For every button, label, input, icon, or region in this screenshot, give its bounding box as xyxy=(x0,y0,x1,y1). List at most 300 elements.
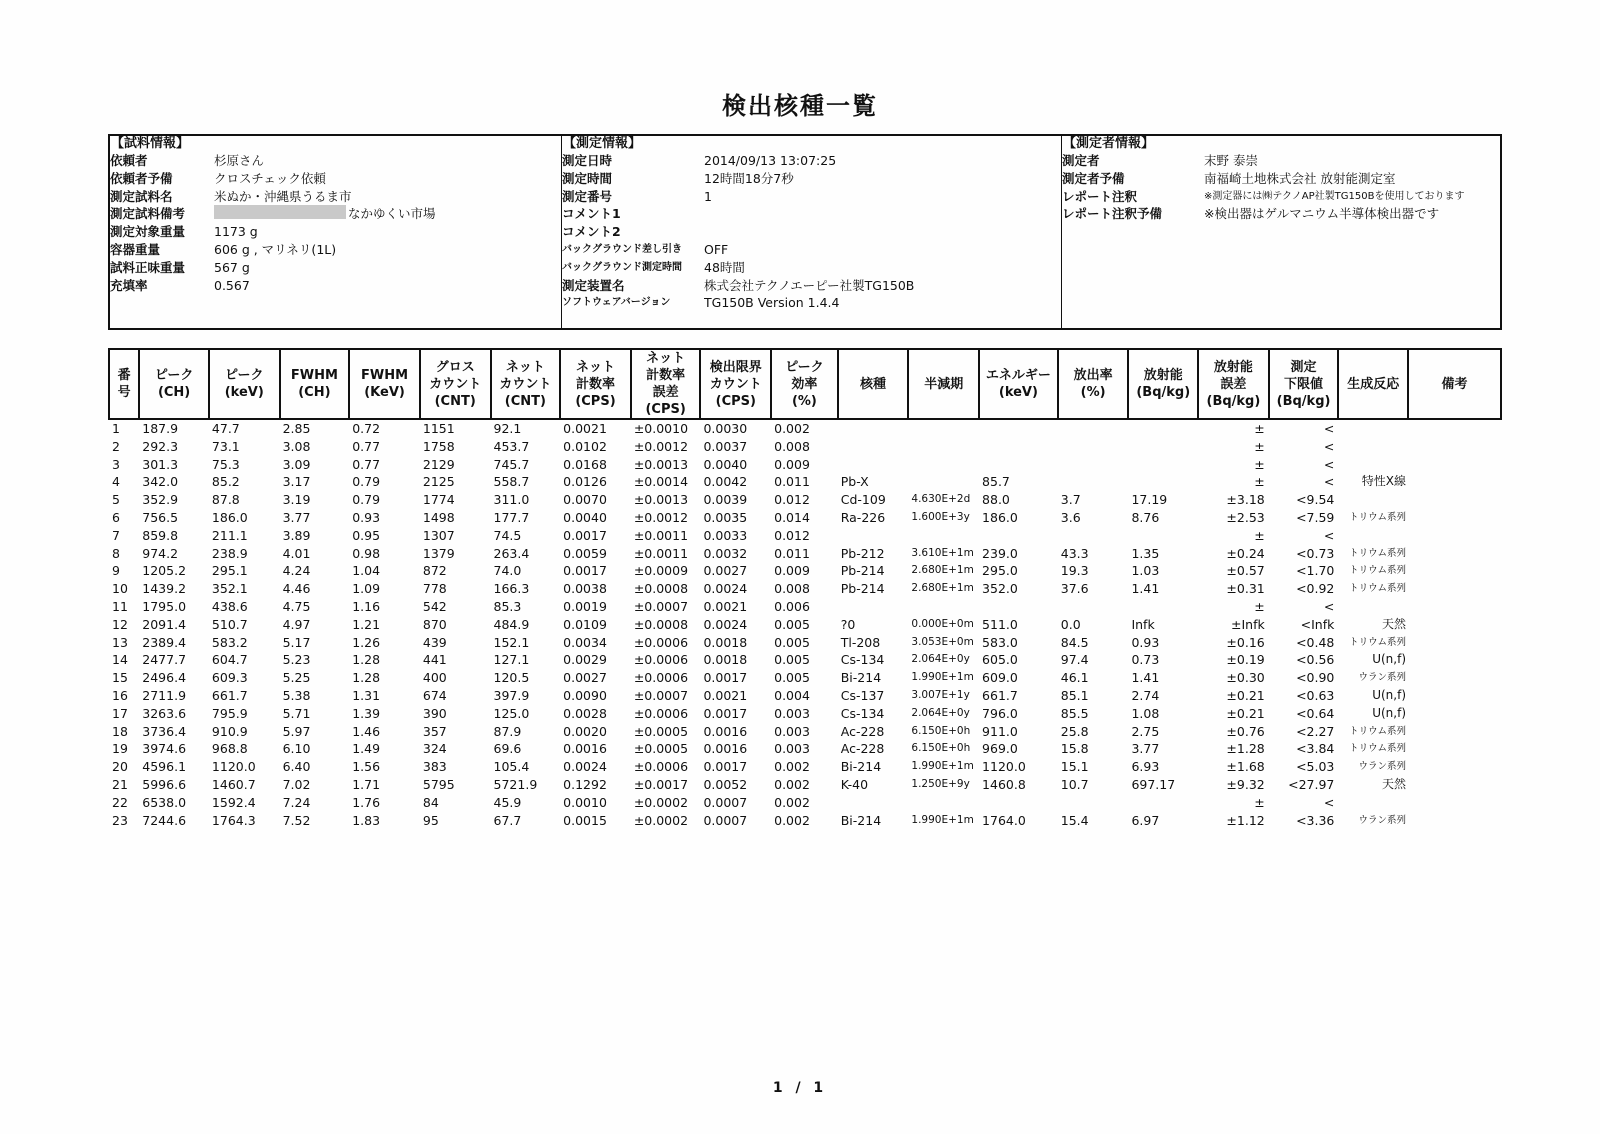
cell-fwhm-kev: 1.28 xyxy=(352,670,381,686)
cell-net-rate-error: ±0.0014 xyxy=(633,474,689,490)
cell-net-count: 558.7 xyxy=(493,474,530,490)
cell-net-rate-error: ±0.0008 xyxy=(633,581,689,597)
cell-gross-count: 1151 xyxy=(422,421,455,436)
cell-gross-count: 1498 xyxy=(422,509,455,525)
cell-nuclide: Bi-214 xyxy=(840,812,882,828)
cell-emission-rate xyxy=(1058,527,1129,545)
cell-no: 19 xyxy=(112,741,128,757)
cell-detection-lower-limit: <0.56 xyxy=(1296,652,1335,668)
cell-detection-limit: 0.0033 xyxy=(703,527,748,543)
cell-energy: 605.0 xyxy=(982,652,1018,668)
cell-net-rate: 0.0126 xyxy=(563,474,607,490)
cell-no: 2 xyxy=(112,438,120,454)
cell-net-rate-error: ±0.0002 xyxy=(633,812,689,828)
cell-no: 17 xyxy=(112,705,128,721)
sample-info-label: 依頼者予備 xyxy=(110,170,173,186)
cell-remarks xyxy=(1408,776,1501,794)
cell-detection-limit: 0.0017 xyxy=(703,670,748,686)
cell-half-life: 2.064E+0y xyxy=(911,653,970,666)
cell-activity-error: ±0.31 xyxy=(1226,581,1265,597)
sample-info-row xyxy=(110,170,561,188)
cell-peak-efficiency: 0.008 xyxy=(774,581,810,597)
col-header-fwhm-kev: FWHM (KeV) xyxy=(349,349,420,419)
cell-peak-efficiency: 0.014 xyxy=(774,509,810,525)
cell-remarks xyxy=(1408,456,1501,474)
cell-net-rate-error: ±0.0006 xyxy=(633,652,689,668)
cell-energy xyxy=(979,438,1058,456)
cell-fwhm-kev: 1.49 xyxy=(352,741,381,757)
cell-half-life xyxy=(908,438,979,456)
cell-net-count: 67.7 xyxy=(493,812,522,828)
measure-info-value: 12時間18分7秒 xyxy=(704,170,794,186)
cell-net-rate: 0.0024 xyxy=(563,759,607,775)
cell-peak-efficiency: 0.005 xyxy=(774,670,810,686)
cell-peak-ch: 1439.2 xyxy=(142,581,187,597)
cell-remarks xyxy=(1408,669,1501,687)
cell-half-life: 6.150E+0h xyxy=(911,742,971,755)
cell-half-life: 0.000E+0m xyxy=(911,617,974,630)
cell-net-count: 311.0 xyxy=(493,492,530,508)
cell-half-life: 6.150E+0h xyxy=(911,724,971,737)
cell-reaction xyxy=(1338,598,1408,616)
table-row xyxy=(109,616,1501,634)
cell-no: 23 xyxy=(112,812,128,828)
cell-peak-kev: 1764.3 xyxy=(211,812,256,828)
cell-activity: 3.77 xyxy=(1131,741,1160,757)
measure-info-row xyxy=(562,241,1061,259)
table-row xyxy=(109,598,1501,616)
table-row xyxy=(109,758,1501,776)
cell-gross-count: 5795 xyxy=(422,776,455,792)
sample-info-value: クロスチェック依頼 xyxy=(214,170,326,186)
cell-peak-efficiency: 0.002 xyxy=(774,421,810,436)
cell-activity-error: ±1.28 xyxy=(1226,741,1265,757)
cell-reaction xyxy=(1338,438,1408,456)
cell-emission-rate xyxy=(1058,438,1129,456)
col-header-remarks: 備考 xyxy=(1408,349,1501,419)
measure-info-label: コメント2 xyxy=(562,224,621,240)
cell-net-rate: 0.1292 xyxy=(563,776,607,792)
cell-fwhm-ch: 5.25 xyxy=(282,670,311,686)
cell-peak-ch: 2496.4 xyxy=(142,670,187,686)
cell-net-count: 152.1 xyxy=(493,634,530,650)
cell-half-life: 4.630E+2d xyxy=(911,493,971,506)
sample-info-row xyxy=(110,205,561,223)
cell-peak-kev: 609.3 xyxy=(211,670,248,686)
cell-nuclide: Cs-134 xyxy=(840,705,885,721)
cell-no: 14 xyxy=(112,652,128,668)
cell-gross-count: 84 xyxy=(422,794,439,810)
cell-gross-count: 357 xyxy=(422,723,447,739)
cell-nuclide: Cs-137 xyxy=(840,687,885,703)
cell-activity-error: ± xyxy=(1254,527,1265,543)
measure-info-row xyxy=(562,152,1061,170)
cell-fwhm-ch: 5.97 xyxy=(282,723,311,739)
cell-detection-lower-limit: <1.70 xyxy=(1296,563,1335,579)
cell-peak-ch: 352.9 xyxy=(142,492,179,508)
table-body xyxy=(109,419,1501,829)
measure-info-value: TG150B Version 1.4.4 xyxy=(704,295,840,311)
table-header-row xyxy=(109,349,1501,419)
cell-activity-error: ±0.16 xyxy=(1226,634,1265,650)
cell-peak-efficiency: 0.011 xyxy=(774,545,810,561)
col-header-nuclide: 核種 xyxy=(838,349,909,419)
cell-activity: 1.03 xyxy=(1131,563,1160,579)
sample-info-row xyxy=(110,277,561,295)
cell-remarks xyxy=(1408,473,1501,491)
cell-half-life xyxy=(908,456,979,474)
cell-net-rate: 0.0040 xyxy=(563,509,607,525)
cell-peak-kev: 510.7 xyxy=(211,616,248,632)
cell-nuclide: ?0 xyxy=(840,616,856,632)
cell-energy xyxy=(979,419,1058,438)
cell-energy: 1460.8 xyxy=(982,776,1026,792)
cell-emission-rate: 10.7 xyxy=(1060,776,1089,792)
operator-info-row xyxy=(1062,152,1500,170)
cell-reaction: ウラン系列 xyxy=(1358,761,1407,773)
measure-info-label: バックグラウンド差し引き xyxy=(562,243,682,255)
sample-info-value: なかゆくい市場 xyxy=(348,206,436,222)
cell-peak-kev: 438.6 xyxy=(211,598,248,614)
cell-detection-lower-limit: < xyxy=(1323,794,1335,810)
cell-fwhm-kev: 0.95 xyxy=(352,527,381,543)
cell-activity-error: ±0.21 xyxy=(1226,687,1265,703)
cell-net-rate-error: ±0.0006 xyxy=(633,705,689,721)
cell-detection-lower-limit: < xyxy=(1323,527,1335,543)
cell-fwhm-kev: 0.93 xyxy=(352,509,381,525)
cell-net-count: 263.4 xyxy=(493,545,530,561)
cell-reaction: トリウム系列 xyxy=(1349,565,1407,577)
cell-peak-kev: 910.9 xyxy=(211,723,248,739)
col-header-emission-rate: 放出率 (%) xyxy=(1058,349,1129,419)
table-row xyxy=(109,473,1501,491)
cell-activity-error: ±0.19 xyxy=(1226,652,1265,668)
cell-gross-count: 2125 xyxy=(422,474,455,490)
cell-reaction: トリウム系列 xyxy=(1349,743,1407,755)
cell-fwhm-kev: 1.46 xyxy=(352,723,381,739)
cell-peak-efficiency: 0.008 xyxy=(774,438,810,454)
cell-fwhm-kev: 1.31 xyxy=(352,687,381,703)
col-header-net-rate: ネット 計数率 (CPS) xyxy=(560,349,631,419)
cell-remarks xyxy=(1408,687,1501,705)
table-row xyxy=(109,812,1501,830)
cell-energy: 1764.0 xyxy=(982,812,1026,828)
cell-emission-rate: 25.8 xyxy=(1060,723,1089,739)
cell-activity-error: ±0.24 xyxy=(1226,545,1265,561)
cell-energy: 661.7 xyxy=(982,687,1018,703)
cell-energy xyxy=(979,527,1058,545)
cell-peak-ch: 2711.9 xyxy=(142,687,187,703)
measure-info-label: 測定装置名 xyxy=(562,277,625,293)
measure-info-label: ソフトウェアバージョン xyxy=(562,297,671,309)
cell-activity: 2.74 xyxy=(1131,687,1160,703)
cell-energy: 239.0 xyxy=(982,545,1018,561)
cell-peak-efficiency: 0.012 xyxy=(774,527,810,543)
cell-net-rate: 0.0168 xyxy=(563,456,607,472)
cell-energy: 969.0 xyxy=(982,741,1018,757)
col-header-net-rate-error: ネット 計数率 誤差 (CPS) xyxy=(631,349,701,419)
cell-peak-kev: 85.2 xyxy=(211,474,240,490)
col-header-peak-efficiency: ピーク 効率 (%) xyxy=(771,349,838,419)
cell-net-rate-error: ±0.0012 xyxy=(633,509,689,525)
col-header-net-count: ネット カウント (CNT) xyxy=(491,349,561,419)
sample-info-label: 容器重量 xyxy=(110,241,161,257)
cell-peak-kev: 211.1 xyxy=(211,527,248,543)
cell-gross-count: 870 xyxy=(422,616,447,632)
cell-detection-limit: 0.0037 xyxy=(703,438,748,454)
cell-net-rate: 0.0017 xyxy=(563,563,607,579)
cell-detection-lower-limit: < xyxy=(1323,474,1335,490)
cell-reaction: トリウム系列 xyxy=(1349,547,1407,559)
cell-nuclide: Pb-214 xyxy=(840,581,885,597)
cell-net-count: 453.7 xyxy=(493,438,530,454)
measure-info-row xyxy=(562,170,1061,188)
measure-info-row xyxy=(562,188,1061,206)
measure-info-value: 株式会社テクノエーピー社製TG150B xyxy=(704,277,915,293)
cell-activity-error: ± xyxy=(1254,474,1265,490)
table-row xyxy=(109,419,1501,438)
cell-detection-limit: 0.0039 xyxy=(703,492,748,508)
cell-detection-lower-limit: <Infk xyxy=(1300,616,1335,632)
cell-net-count: 74.0 xyxy=(493,563,522,579)
cell-net-rate: 0.0059 xyxy=(563,545,607,561)
table-row xyxy=(109,776,1501,794)
cell-net-count: 87.9 xyxy=(493,723,522,739)
cell-net-rate: 0.0034 xyxy=(563,634,607,650)
cell-peak-ch: 3974.6 xyxy=(142,741,187,757)
cell-half-life: 2.680E+1m xyxy=(911,564,974,577)
cell-fwhm-kev: 1.26 xyxy=(352,634,381,650)
cell-gross-count: 674 xyxy=(422,687,447,703)
cell-net-rate: 0.0020 xyxy=(563,723,607,739)
cell-no: 7 xyxy=(112,527,120,543)
cell-net-count: 125.0 xyxy=(493,705,530,721)
measure-info-row xyxy=(562,259,1061,277)
cell-detection-lower-limit: <2.27 xyxy=(1296,723,1335,739)
cell-nuclide xyxy=(838,438,909,456)
operator-info-label: レポート注釈予備 xyxy=(1062,206,1163,222)
cell-detection-limit: 0.0021 xyxy=(703,598,748,614)
cell-activity: 6.97 xyxy=(1131,812,1160,828)
cell-peak-efficiency: 0.012 xyxy=(774,492,810,508)
measure-info-value: 2014/09/13 13:07:25 xyxy=(704,153,837,168)
cell-remarks xyxy=(1408,580,1501,598)
cell-peak-kev: 661.7 xyxy=(211,687,248,703)
cell-peak-efficiency: 0.002 xyxy=(774,812,810,828)
cell-reaction: トリウム系列 xyxy=(1349,725,1407,737)
cell-remarks xyxy=(1408,419,1501,438)
col-header-activity-error: 放射能 誤差 (Bq/kg) xyxy=(1198,349,1269,419)
cell-remarks xyxy=(1408,562,1501,580)
operator-info-section xyxy=(1062,136,1500,328)
cell-detection-limit: 0.0035 xyxy=(703,509,748,525)
sample-info-value: 杉原さん xyxy=(214,153,265,168)
cell-activity-error: ±3.18 xyxy=(1226,492,1265,508)
cell-half-life: 3.053E+0m xyxy=(911,635,974,648)
cell-detection-lower-limit: < xyxy=(1323,438,1335,454)
cell-net-rate-error: ±0.0011 xyxy=(633,527,689,543)
cell-remarks xyxy=(1408,545,1501,563)
cell-detection-limit: 0.0040 xyxy=(703,456,748,472)
table-row xyxy=(109,562,1501,580)
cell-gross-count: 390 xyxy=(422,705,447,721)
cell-net-count: 397.9 xyxy=(493,687,530,703)
cell-activity-error: ± xyxy=(1254,794,1265,810)
sample-info-section xyxy=(110,136,562,328)
cell-nuclide: Cs-134 xyxy=(840,652,885,668)
measure-info-value: 1 xyxy=(704,188,712,204)
cell-net-count: 92.1 xyxy=(493,421,522,436)
cell-detection-limit: 0.0027 xyxy=(703,563,748,579)
cell-detection-lower-limit: <0.48 xyxy=(1296,634,1335,650)
cell-net-rate-error: ±0.0008 xyxy=(633,616,689,632)
cell-activity-error: ±1.12 xyxy=(1226,812,1265,828)
cell-net-count: 69.6 xyxy=(493,741,522,757)
cell-net-count: 120.5 xyxy=(493,670,530,686)
cell-net-count: 85.3 xyxy=(493,598,522,614)
cell-detection-lower-limit: <5.03 xyxy=(1296,759,1335,775)
cell-fwhm-kev: 1.76 xyxy=(352,794,381,810)
cell-net-rate: 0.0016 xyxy=(563,741,607,757)
table-row xyxy=(109,634,1501,652)
operator-info-value: ※測定器には㈱テクノAP社製TG150Bを使用しております xyxy=(1204,190,1465,202)
cell-net-rate: 0.0109 xyxy=(563,616,607,632)
cell-net-rate: 0.0017 xyxy=(563,527,607,543)
sample-info-label: 充填率 xyxy=(110,277,148,293)
cell-reaction: 特性X線 xyxy=(1361,474,1407,489)
cell-reaction xyxy=(1338,491,1408,509)
cell-fwhm-kev: 0.77 xyxy=(352,456,381,472)
cell-fwhm-kev: 1.21 xyxy=(352,616,381,632)
sample-info-value: 0.567 xyxy=(214,277,250,293)
cell-remarks xyxy=(1408,634,1501,652)
cell-peak-efficiency: 0.002 xyxy=(774,794,810,810)
cell-peak-ch: 756.5 xyxy=(142,509,179,525)
cell-no: 22 xyxy=(112,794,128,810)
cell-reaction: U(n,f) xyxy=(1372,687,1407,702)
cell-peak-ch: 4596.1 xyxy=(142,759,187,775)
operator-info-label: 測定者予備 xyxy=(1062,170,1125,186)
cell-net-rate-error: ±0.0007 xyxy=(633,687,689,703)
cell-detection-limit: 0.0024 xyxy=(703,581,748,597)
cell-fwhm-kev: 1.28 xyxy=(352,652,381,668)
cell-activity xyxy=(1128,419,1198,438)
cell-peak-ch: 1205.2 xyxy=(142,563,187,579)
cell-fwhm-ch: 7.24 xyxy=(282,794,311,810)
cell-activity: 1.35 xyxy=(1131,545,1160,561)
cell-activity: 1.41 xyxy=(1131,581,1160,597)
cell-nuclide: Bi-214 xyxy=(840,759,882,775)
cell-detection-limit: 0.0007 xyxy=(703,794,748,810)
sample-info-row xyxy=(110,188,561,206)
cell-fwhm-kev: 0.98 xyxy=(352,545,381,561)
measure-info-label: 測定日時 xyxy=(562,153,613,168)
cell-nuclide xyxy=(838,456,909,474)
cell-fwhm-ch: 3.17 xyxy=(282,474,311,490)
cell-activity-error: ±Infk xyxy=(1231,616,1265,632)
sample-info-label: 試料正味重量 xyxy=(110,259,186,275)
cell-gross-count: 1774 xyxy=(422,492,455,508)
cell-detection-lower-limit: <7.59 xyxy=(1296,509,1335,525)
cell-half-life: 2.680E+1m xyxy=(911,582,974,595)
cell-gross-count: 1307 xyxy=(422,527,455,543)
cell-reaction: トリウム系列 xyxy=(1349,636,1407,648)
cell-fwhm-kev: 1.04 xyxy=(352,563,381,579)
col-header-detection-lower-limit: 測定 下限値 (Bq/kg) xyxy=(1269,349,1339,419)
cell-half-life: 2.064E+0y xyxy=(911,706,970,719)
cell-fwhm-ch: 7.52 xyxy=(282,812,311,828)
col-header-peak-kev: ピーク (keV) xyxy=(209,349,280,419)
cell-nuclide: Tl-208 xyxy=(840,634,881,650)
cell-peak-ch: 2389.4 xyxy=(142,634,187,650)
cell-detection-limit: 0.0052 xyxy=(703,776,748,792)
cell-fwhm-ch: 4.24 xyxy=(282,563,311,579)
cell-fwhm-ch: 6.40 xyxy=(282,759,311,775)
cell-no: 6 xyxy=(112,509,120,525)
sample-info-value: 米ぬか・沖縄県うるま市 xyxy=(214,188,352,204)
cell-nuclide: Pb-212 xyxy=(840,545,885,561)
cell-peak-kev: 73.1 xyxy=(211,438,240,454)
col-header-fwhm-ch: FWHM (CH) xyxy=(280,349,350,419)
cell-detection-lower-limit: <0.90 xyxy=(1296,670,1335,686)
cell-activity-error: ±0.30 xyxy=(1226,670,1265,686)
cell-net-rate: 0.0090 xyxy=(563,687,607,703)
operator-info-value: 末野 泰崇 xyxy=(1204,153,1258,168)
cell-fwhm-ch: 3.19 xyxy=(282,492,311,508)
cell-emission-rate: 3.7 xyxy=(1060,492,1081,508)
cell-gross-count: 1379 xyxy=(422,545,455,561)
cell-remarks xyxy=(1408,651,1501,669)
sample-info-value: 1173 g xyxy=(214,224,258,240)
cell-fwhm-ch: 3.08 xyxy=(282,438,311,454)
cell-detection-limit: 0.0017 xyxy=(703,705,748,721)
cell-fwhm-kev: 1.83 xyxy=(352,812,381,828)
cell-activity-error: ±0.21 xyxy=(1226,705,1265,721)
measure-info-value: 48時間 xyxy=(704,259,745,275)
cell-nuclide: Pb-X xyxy=(840,474,869,490)
cell-remarks xyxy=(1408,616,1501,634)
cell-activity: 0.93 xyxy=(1131,634,1160,650)
table-row xyxy=(109,491,1501,509)
cell-peak-ch: 2091.4 xyxy=(142,616,187,632)
cell-detection-limit: 0.0016 xyxy=(703,741,748,757)
cell-energy xyxy=(979,598,1058,616)
col-header-activity: 放射能 (Bq/kg) xyxy=(1128,349,1198,419)
cell-net-count: 127.1 xyxy=(493,652,530,668)
cell-no: 10 xyxy=(112,581,128,597)
cell-peak-efficiency: 0.004 xyxy=(774,687,810,703)
sample-info-row xyxy=(110,241,561,259)
cell-emission-rate xyxy=(1058,456,1129,474)
col-header-gross-count: グロス カウント (CNT) xyxy=(420,349,491,419)
cell-reaction xyxy=(1338,456,1408,474)
cell-fwhm-ch: 5.23 xyxy=(282,652,311,668)
cell-nuclide: Ac-228 xyxy=(840,723,885,739)
measure-info-row xyxy=(562,294,1061,312)
cell-emission-rate: 97.4 xyxy=(1060,652,1089,668)
cell-net-rate: 0.0027 xyxy=(563,670,607,686)
cell-peak-ch: 7244.6 xyxy=(142,812,187,828)
cell-peak-efficiency: 0.009 xyxy=(774,563,810,579)
cell-half-life xyxy=(908,598,979,616)
cell-net-count: 745.7 xyxy=(493,456,530,472)
cell-remarks xyxy=(1408,794,1501,812)
cell-net-rate: 0.0015 xyxy=(563,812,607,828)
sample-info-row xyxy=(110,152,561,170)
table-row xyxy=(109,687,1501,705)
cell-reaction: ウラン系列 xyxy=(1358,672,1407,684)
cell-no: 12 xyxy=(112,616,128,632)
